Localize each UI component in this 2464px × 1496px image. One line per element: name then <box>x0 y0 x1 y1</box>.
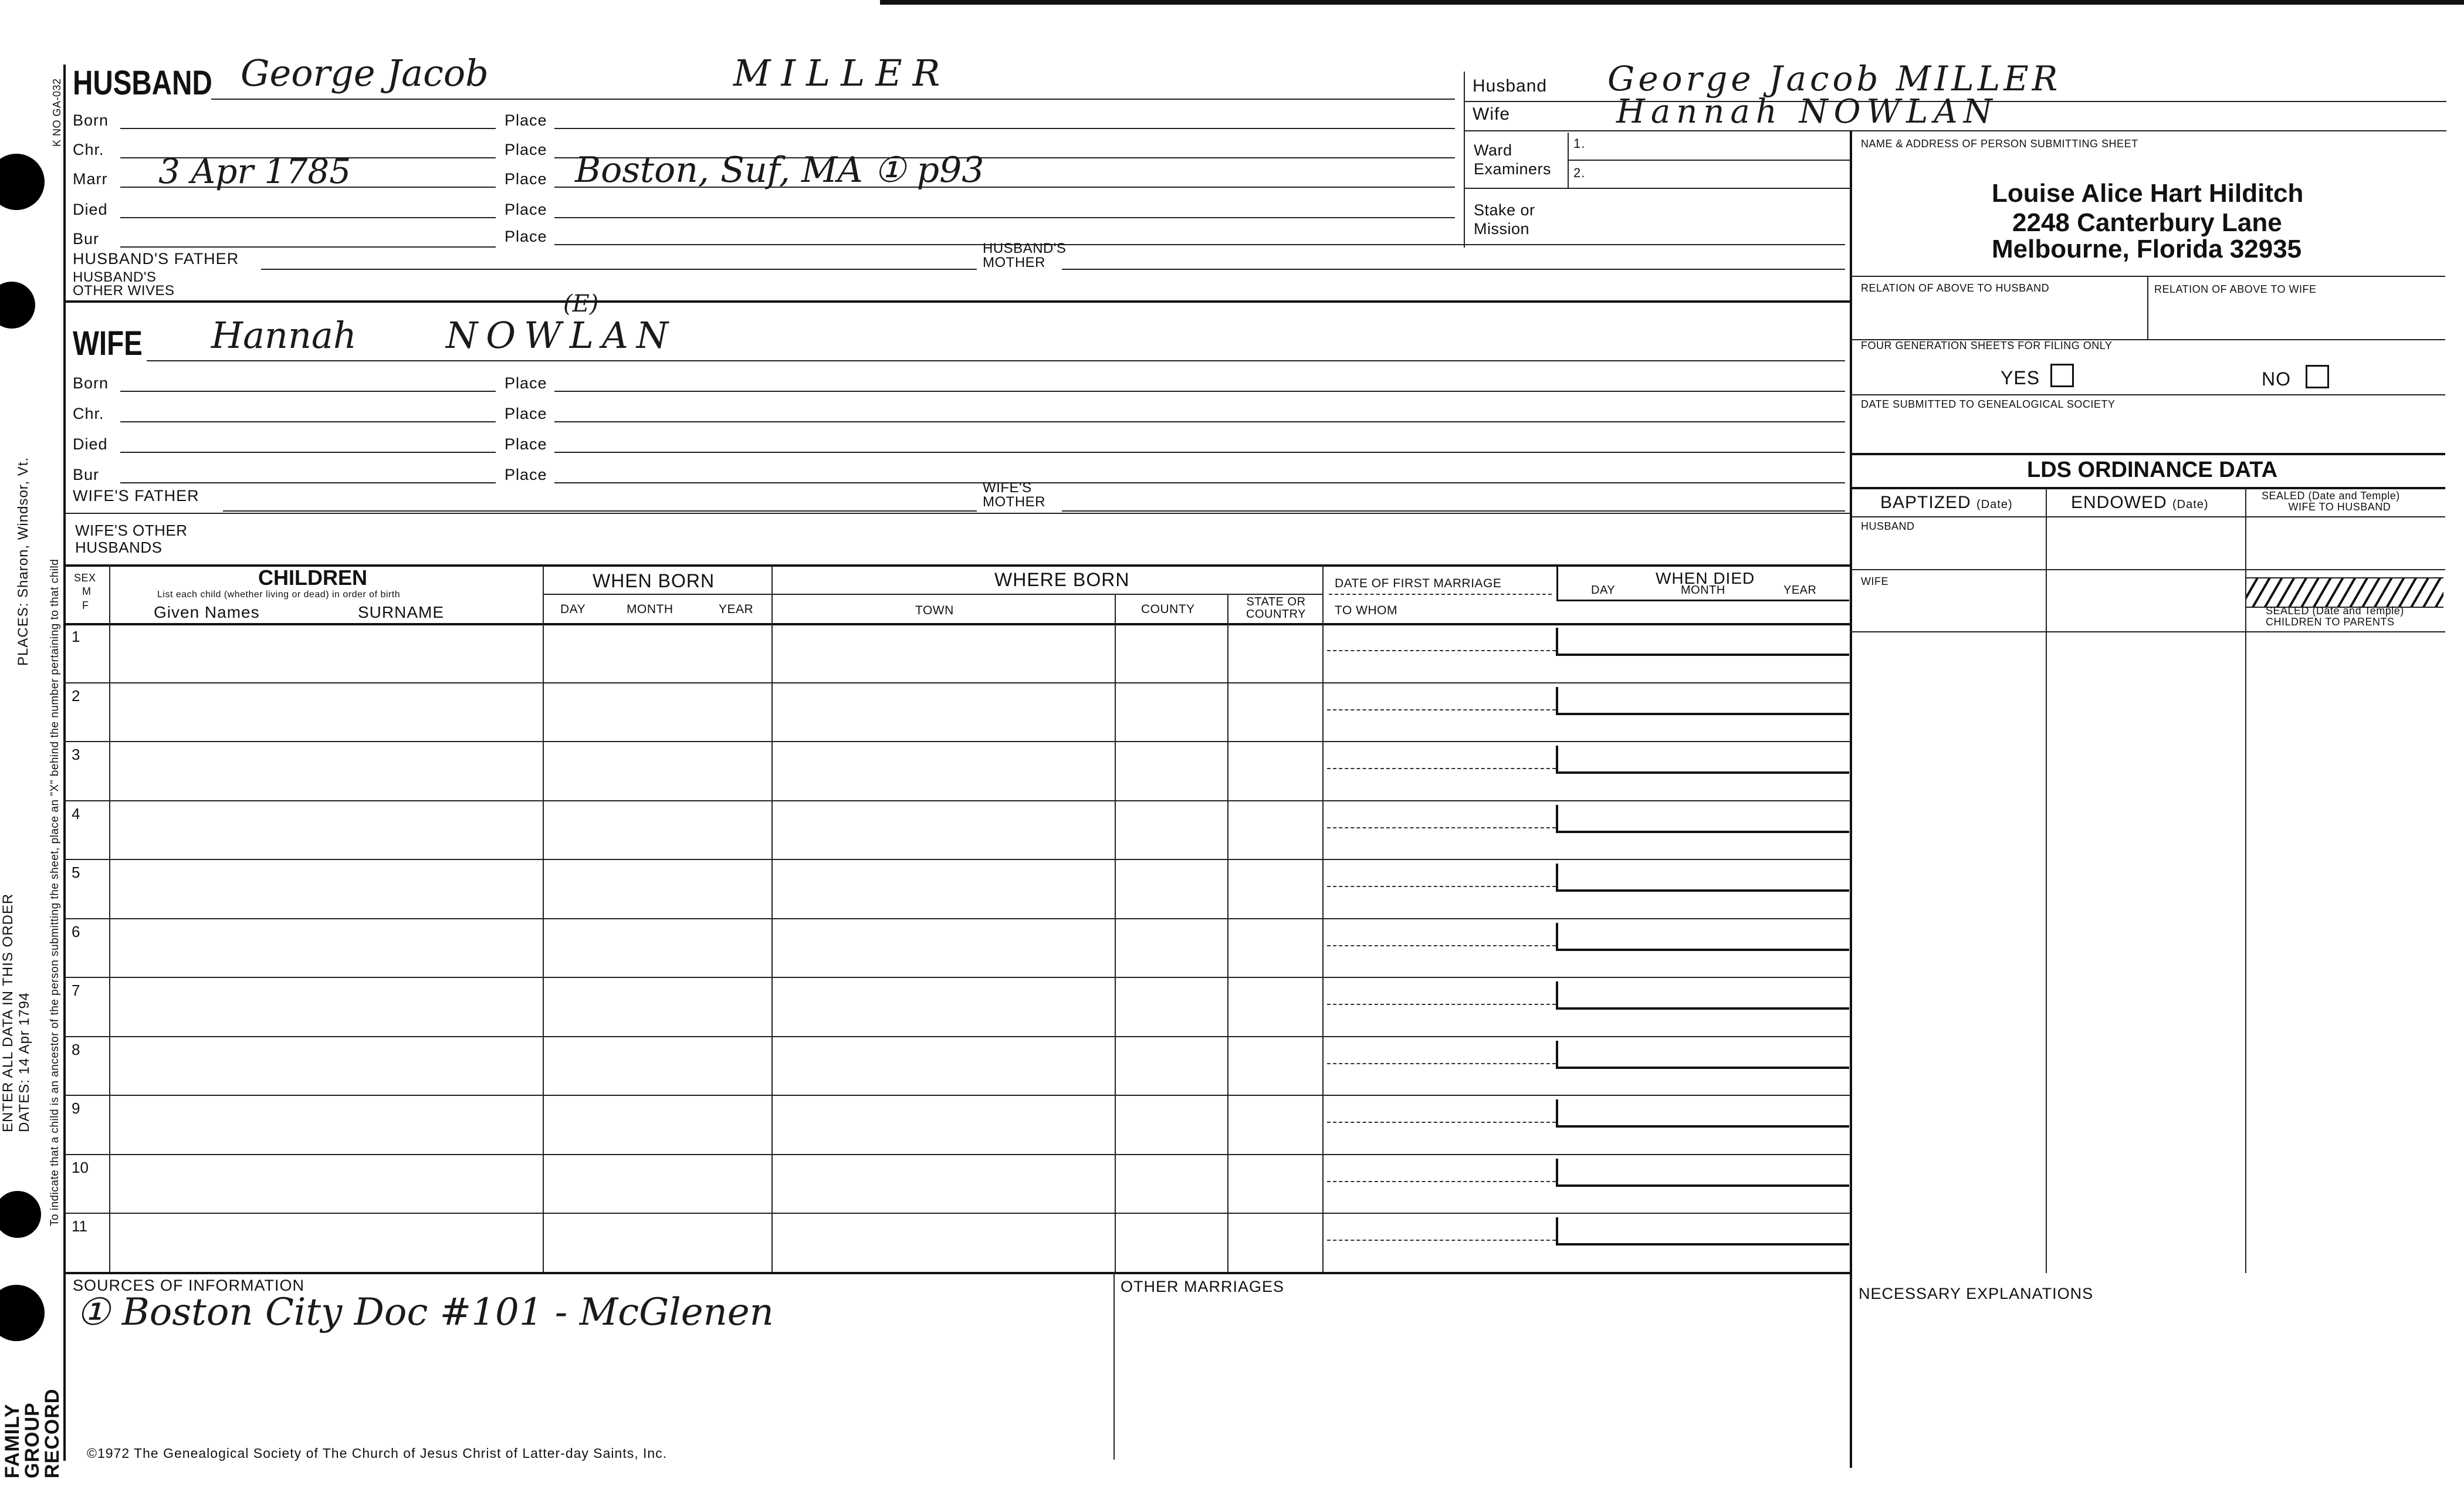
header-stake-label <box>1474 201 1535 239</box>
to-whom-header: TO WHOM <box>1335 604 1397 617</box>
child-died-box <box>1556 805 1849 833</box>
sealed-wife-header-2: WIFE TO HUSBAND <box>2288 500 2391 513</box>
born-day-header: DAY <box>560 603 586 616</box>
sex-header <box>74 571 96 612</box>
wife-father-section-line <box>63 513 1850 514</box>
submitter-line-1: Louise Alice Hart Hilditch <box>1992 179 2304 208</box>
submitter-line-2: 2248 Canterbury Lane <box>2012 208 2282 237</box>
ward-label: Ward <box>1474 141 1512 159</box>
husband-name-line <box>211 99 1455 100</box>
husband-father-line <box>261 269 977 270</box>
col-county <box>1227 594 1228 1273</box>
child-died-box <box>1556 864 1849 892</box>
table-header-bottom <box>63 623 1850 625</box>
wife-father-line <box>223 510 977 512</box>
ancestor-instruction: To indicate that a child is an ancestor of the person submitting the sheet, place an "X" behind the number pertaining to that child <box>49 559 61 1226</box>
header-husband-label: Husband <box>1473 76 1548 96</box>
child-died-box <box>1556 1217 1849 1245</box>
wife-father-label: WIFE'S FATHER <box>73 487 199 505</box>
table-bottom <box>63 1272 1850 1274</box>
child-row-number: 3 <box>72 746 80 763</box>
husband-other-wives-label <box>73 271 175 298</box>
husband-other-wives-label-2: OTHER WIVES <box>73 282 175 299</box>
born-month-header: MONTH <box>627 603 673 616</box>
wife-born-label: Born <box>73 374 109 392</box>
child-row-line <box>63 800 1850 801</box>
sources-value: ① Boston City Doc #101 - McGlenen <box>76 1291 774 1334</box>
child-row-number: 7 <box>72 981 80 999</box>
lds-husband-row-label: HUSBAND <box>1861 520 1915 532</box>
examiner-1: 1. <box>1573 136 1586 151</box>
sex-m-label: M <box>82 585 92 598</box>
husband-bur-date-line <box>120 246 496 248</box>
child-marriage-dash <box>1327 650 1556 651</box>
enter-all-data-note: ENTER ALL DATA IN THIS ORDER <box>0 893 16 1132</box>
lds-wife-row-label: WIFE <box>1861 576 1888 587</box>
husband-mother-line <box>1062 269 1845 270</box>
husband-died-place-label: Place <box>505 201 547 218</box>
child-row-number: 6 <box>72 922 80 940</box>
town-header: TOWN <box>915 604 954 617</box>
wife-died-label: Died <box>73 435 108 453</box>
sex-f-label: F <box>82 599 89 611</box>
sealed-hatch-area <box>2246 577 2443 608</box>
child-died-box <box>1556 1041 1849 1069</box>
husband-died-place-line <box>554 217 1455 218</box>
child-died-box <box>1556 981 1849 1010</box>
lds-husband-bottom <box>1850 569 2445 570</box>
given-names-header: Given Names <box>154 603 260 621</box>
child-row-line <box>63 1095 1850 1096</box>
places-note: PLACES: Sharon, Windsor, Vt. <box>15 456 31 666</box>
wife-other-husbands-label <box>75 522 188 556</box>
husband-marr-place: Boston, Suf, MA ① p93 <box>575 150 984 191</box>
four-gen-label: FOUR GENERATION SHEETS FOR FILING ONLY <box>1861 340 2113 351</box>
wife-died-date-line <box>120 452 496 453</box>
header-husband-value: George Jacob MILLER <box>1607 59 2062 99</box>
examiner-mid-line <box>1568 160 1850 161</box>
child-row-line <box>63 918 1850 919</box>
state-label-2: COUNTRY <box>1246 608 1307 621</box>
child-row-number: 5 <box>72 864 80 881</box>
sealed-wife-header-1: SEALED (Date and Temple) <box>2262 490 2400 502</box>
husband-given-name: George Jacob <box>241 52 489 94</box>
relation-divider <box>2147 276 2148 339</box>
husband-mother-label <box>983 242 1066 270</box>
wife-bur-label: Bur <box>73 466 100 483</box>
child-row-line <box>63 741 1850 742</box>
when-died-header: WHEN DIED <box>1656 569 1755 587</box>
child-marriage-dash <box>1327 1004 1556 1005</box>
wife-other-husbands-label-2: HUSBANDS <box>75 538 163 556</box>
submitter-label: NAME & ADDRESS OF PERSON SUBMITTING SHEET <box>1861 138 2138 150</box>
wife-mother-label-1: WIFE'S <box>983 480 1032 496</box>
died-month-header: MONTH <box>1681 584 1725 597</box>
other-marriages-label: OTHER MARRIAGES <box>1121 1278 1285 1295</box>
child-marriage-dash <box>1327 1181 1556 1182</box>
relation-wife-label: RELATION OF ABOVE TO WIFE <box>2154 283 2317 295</box>
binder-hole <box>0 154 45 210</box>
died-day-header: DAY <box>1591 584 1616 597</box>
husband-mother-label-2: MOTHER <box>983 255 1045 270</box>
child-marriage-dash <box>1327 1240 1556 1241</box>
mission-label: Mission <box>1474 220 1530 238</box>
stake-label: Stake or <box>1474 201 1535 219</box>
lds-sealed-wife-label <box>2262 490 2400 513</box>
lds-baptized-label <box>1880 493 2013 513</box>
endowed-header: ENDOWED <box>2071 493 2167 512</box>
wife-surname: NOWLAN <box>446 314 677 357</box>
subheader-line-born <box>543 594 1323 595</box>
wife-chr-place-label: Place <box>505 405 547 422</box>
relation-husband-label: RELATION OF ABOVE TO HUSBAND <box>1861 282 2050 294</box>
no-label: NO <box>2262 368 2291 390</box>
first-marriage-header: DATE OF FIRST MARRIAGE <box>1335 577 1502 590</box>
lds-title: LDS ORDINANCE DATA <box>2027 458 2278 482</box>
baptized-header: BAPTIZED <box>1880 493 1971 512</box>
four-gen-bottom <box>1850 394 2445 395</box>
wife-name-note: (E) <box>563 290 599 317</box>
endowed-date-header: (Date) <box>2172 498 2209 511</box>
wife-name-line <box>147 360 1845 361</box>
lds-sealed-children-label <box>2266 605 2404 628</box>
children-note: List each child (whether living or dead) in order of birth <box>157 590 401 600</box>
scan-top-edge <box>880 0 2464 5</box>
husband-father-label: HUSBAND'S FATHER <box>73 250 239 268</box>
died-year-header: YEAR <box>1783 584 1817 597</box>
sealed-children-header-2: CHILDREN TO PARENTS <box>2266 615 2395 628</box>
child-row-number: 1 <box>72 628 80 645</box>
wife-chr-date-line <box>120 421 496 422</box>
husband-mother-label-1: HUSBAND'S <box>983 241 1067 256</box>
when-born-header: WHEN BORN <box>593 570 715 591</box>
col-town <box>1115 594 1116 1273</box>
child-row-number: 9 <box>72 1099 80 1117</box>
necessary-explanations-label: NECESSARY EXPLANATIONS <box>1859 1285 2094 1302</box>
wife-mother-label <box>983 481 1045 509</box>
child-row-line <box>63 1036 1850 1037</box>
child-died-box <box>1556 1159 1849 1187</box>
children-header: CHILDREN <box>258 566 367 590</box>
wife-other-husbands-label-1: WIFE'S OTHER <box>75 522 188 539</box>
child-row-number: 8 <box>72 1040 80 1058</box>
form-left-border <box>63 65 66 1461</box>
husband-surname: MILLER <box>733 52 951 94</box>
child-marriage-dash <box>1327 945 1556 946</box>
child-row-line <box>63 682 1850 683</box>
when-died-box <box>1556 567 1849 601</box>
title-family: FAMILY <box>1 1403 23 1478</box>
no-checkbox[interactable] <box>2306 365 2329 388</box>
husband-died-label: Died <box>73 201 108 218</box>
child-marriage-dash <box>1327 827 1556 828</box>
child-row-number: 2 <box>72 686 80 705</box>
child-died-box <box>1556 923 1849 951</box>
wife-chr-label: Chr. <box>73 405 104 422</box>
county-header: COUNTY <box>1141 603 1195 616</box>
husband-chr-place-label: Place <box>505 141 547 158</box>
husband-heading: HUSBAND <box>73 64 212 102</box>
surname-header: SURNAME <box>358 603 445 621</box>
header-wife-label: Wife <box>1473 104 1510 124</box>
wife-mother-label-2: MOTHER <box>983 494 1045 510</box>
wife-died-place-line <box>554 452 1845 453</box>
header-ward-label <box>1474 141 1551 179</box>
child-marriage-dash <box>1327 709 1556 710</box>
wife-bur-place-label: Place <box>505 466 547 483</box>
child-row-number: 10 <box>72 1158 89 1176</box>
sex-label: SEX <box>74 572 96 584</box>
child-marriage-dash <box>1327 768 1556 769</box>
child-row-line <box>63 1154 1850 1155</box>
yes-checkbox[interactable] <box>2050 364 2074 387</box>
child-died-box <box>1556 746 1849 774</box>
wife-chr-place-line <box>554 421 1845 422</box>
sources-label: SOURCES OF INFORMATION <box>73 1277 305 1294</box>
wife-died-place-label: Place <box>505 435 547 453</box>
husband-bur-label: Bur <box>73 230 100 248</box>
husband-bur-place-label: Place <box>505 228 547 245</box>
header-ward-bottom <box>1464 188 1851 189</box>
husband-bur-place-line <box>554 244 1845 245</box>
date-submitted-bottom <box>1850 453 2445 455</box>
wife-born-place-label: Place <box>505 374 547 392</box>
wife-bur-date-line <box>120 482 496 483</box>
state-header <box>1246 596 1306 621</box>
yes-label: YES <box>2001 367 2040 388</box>
child-died-box <box>1556 1099 1849 1128</box>
copyright: ©1972 The Genealogical Society of The Church of Jesus Christ of Latter-day Saints, Inc. <box>87 1446 668 1461</box>
examiner-2: 2. <box>1573 165 1586 180</box>
wife-bur-place-line <box>554 482 1845 483</box>
title-group: GROUP <box>21 1402 43 1478</box>
child-marriage-dash <box>1327 886 1556 887</box>
form-number: K NO GA-032 <box>51 78 63 147</box>
child-row-number: 4 <box>72 804 80 823</box>
where-born-header: WHERE BORN <box>994 569 1130 590</box>
child-row-number: 11 <box>72 1217 87 1235</box>
husband-marr-label: Marr <box>73 170 108 188</box>
wife-heading: WIFE <box>73 324 143 363</box>
child-died-box <box>1556 687 1849 715</box>
other-marriages-divider <box>1113 1272 1115 1460</box>
child-row-line <box>63 859 1850 860</box>
husband-born-place-label: Place <box>505 111 547 129</box>
husband-born-place-line <box>554 128 1455 129</box>
examiners-label: Examiners <box>1474 160 1552 178</box>
lds-col-divider-1 <box>2046 487 2047 1273</box>
child-row-line <box>63 1213 1850 1214</box>
child-marriage-dash <box>1327 1122 1556 1123</box>
wife-mother-line <box>1062 510 1845 512</box>
binder-hole <box>0 282 35 329</box>
husband-born-date-line <box>120 128 496 129</box>
binder-hole <box>0 1285 45 1341</box>
lds-endowed-label <box>2071 493 2209 513</box>
husband-section-bottom <box>63 300 1850 303</box>
husband-marr-place-label: Place <box>505 170 547 188</box>
lds-header-bottom <box>1850 516 2445 517</box>
first-marriage-dash <box>1329 594 1552 595</box>
sealed-children-header-1: SEALED (Date and Temple) <box>2266 605 2404 617</box>
state-label-1: STATE OR <box>1246 595 1306 608</box>
husband-chr-label: Chr. <box>73 141 104 158</box>
header-wife-value: Hannah NOWLAN <box>1616 93 1998 131</box>
baptized-date-header: (Date) <box>1976 498 2013 511</box>
wife-born-place-line <box>554 391 1845 392</box>
husband-other-wives-label-1: HUSBAND'S <box>73 269 157 285</box>
dates-note: DATES: 14 Apr 1794 <box>16 991 32 1132</box>
child-row-line <box>63 977 1850 978</box>
header-wife-line <box>1464 130 2446 131</box>
lds-title-bottom <box>1850 487 2445 489</box>
title-record: RECORD <box>41 1388 63 1478</box>
child-died-box <box>1556 628 1849 656</box>
born-year-header: YEAR <box>719 603 754 616</box>
submitter-line-3: Melbourne, Florida 32935 <box>1992 235 2302 263</box>
binder-hole <box>0 1191 41 1238</box>
date-submitted-label: DATE SUBMITTED TO GENEALOGICAL SOCIETY <box>1861 398 2116 410</box>
lds-wife-bottom <box>1850 631 2445 632</box>
husband-marr-date: 3 Apr 1785 <box>158 151 351 191</box>
wife-born-date-line <box>120 391 496 392</box>
right-column-border <box>1850 130 1852 1468</box>
child-marriage-dash <box>1327 1063 1556 1064</box>
husband-died-date-line <box>120 217 496 218</box>
wife-given-name: Hannah <box>211 314 357 357</box>
header-box-left <box>1464 72 1465 248</box>
husband-born-label: Born <box>73 111 109 129</box>
